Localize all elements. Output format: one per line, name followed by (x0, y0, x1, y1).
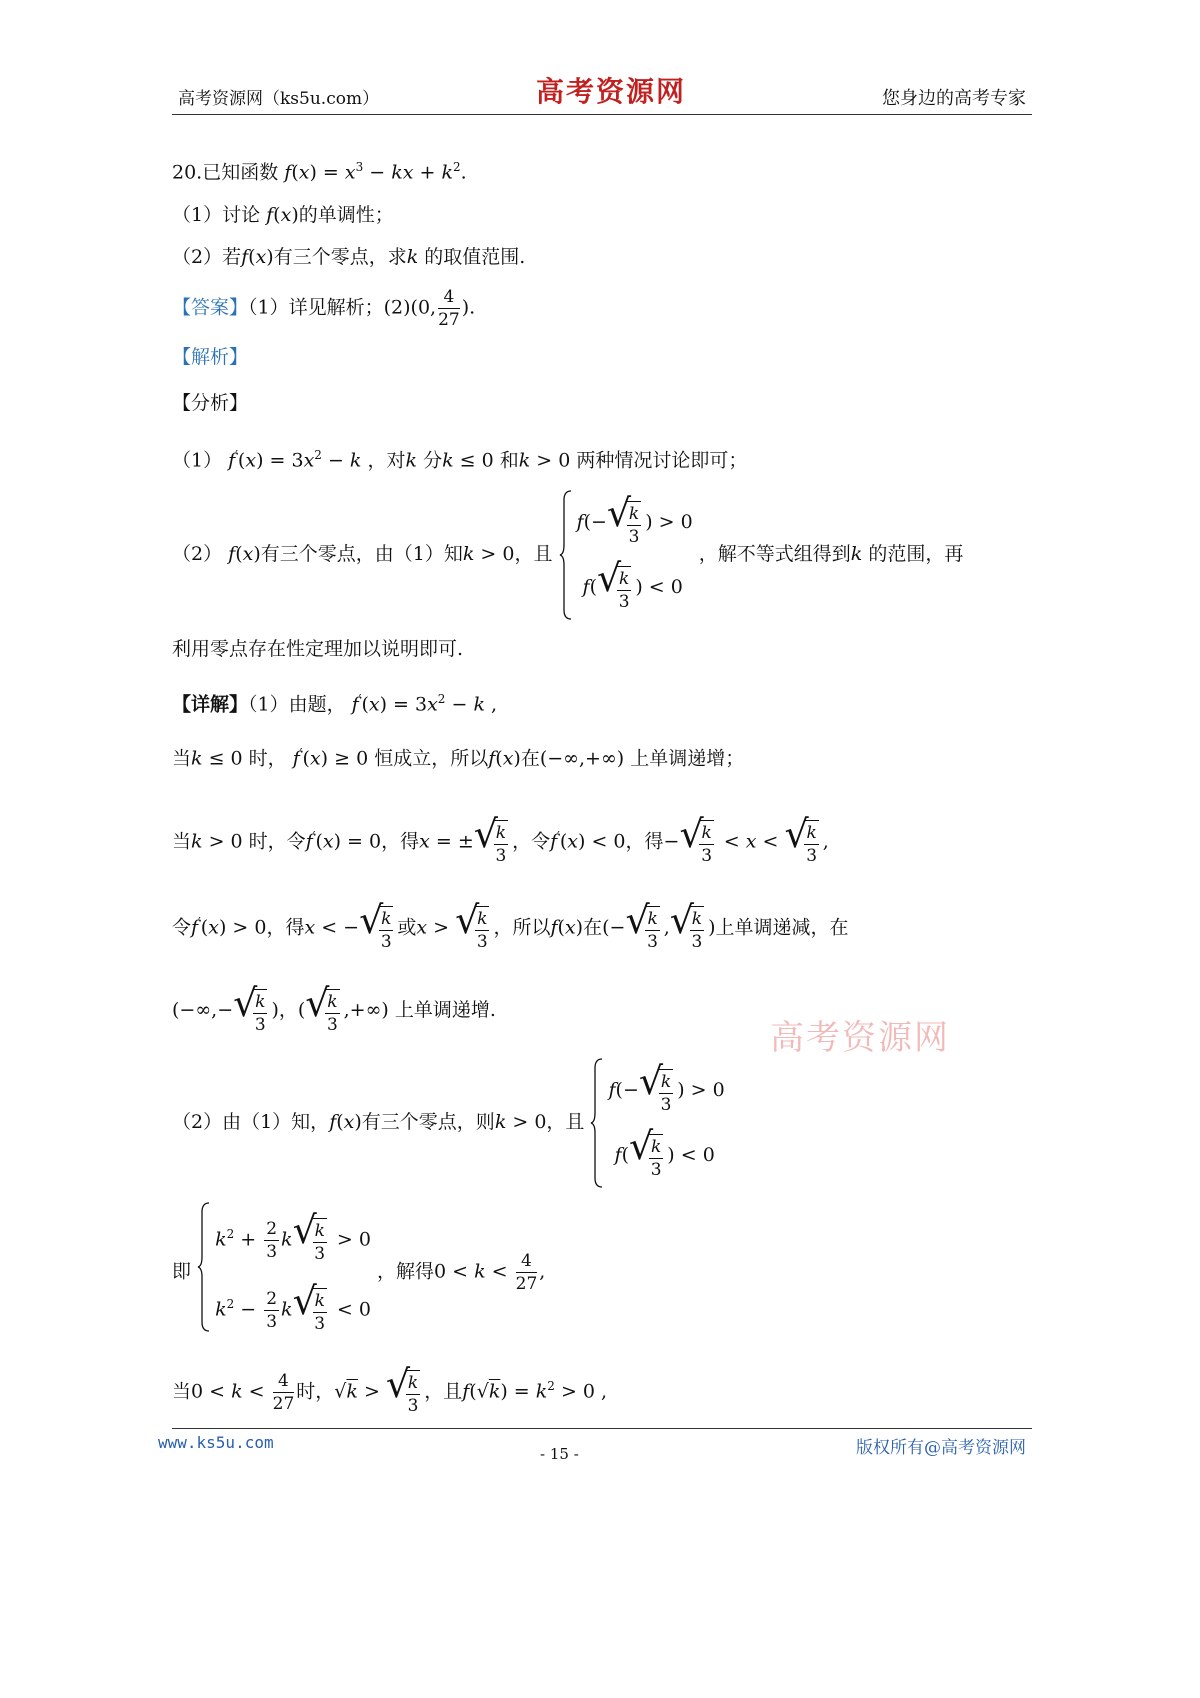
page-footer (158, 1428, 1032, 1475)
inequality-system-2: f(− √ $\frac{k}{3}$ ) > 0 f( √ $\frac{k}{3}$ ) < 0 (590, 1058, 724, 1188)
answer-line: 【答案】（1）详见解析；(2)(0, $\frac{4}{27}$ ). (172, 287, 476, 330)
watermark: 高考资源网 (770, 1018, 950, 1058)
page-number: - 15 - (540, 1445, 579, 1463)
fenxi-line-3: 利用零点存在性定理加以说明即可. (172, 638, 464, 660)
footer-url-link[interactable]: www.ks5u.com (158, 1433, 274, 1452)
detail-line-2: 当k ≤ 0 时， f′(x) ≥ 0 恒成立，所以f(x)在(−∞,+∞) 上单调递增； (172, 746, 745, 770)
problem-intro: 已知函数 (202, 161, 279, 184)
analysis-tag: 【解析】 (172, 346, 249, 368)
header-site-name: 高考资源网（ks5u.com） (178, 89, 380, 109)
page-header (172, 75, 1032, 115)
header-slogan: 您身边的高考专家 (882, 88, 1026, 109)
detail-line-6: （2）由（1）知，f(x)有三个零点，则k > 0，且 f(− √ $\frac{k}{3}$ ) > 0 f( √ $\frac{k}{3}$ ) < 0 (172, 1056, 725, 1188)
answer-tag: 【答案】 (172, 296, 249, 319)
inequality-system-3: $k^2$ + $\frac{2}{3}$ k √ $\frac{k}{3}$ > 0 $k^2$ − $\frac{2}{3}$ k √ $\frac{k}{3}$ < 0 (197, 1202, 371, 1343)
header-logo: 高考资源网 (536, 75, 687, 108)
function-definition: f (284, 161, 292, 184)
fenxi-tag: 【分析】 (172, 392, 249, 414)
fenxi-line-1: （1） $f'(x) = 3x^2 - k$ ，对k 分k ≤ 0 和k > 0 两种情况讨论即可； (172, 448, 748, 472)
question-1: （1）讨论 f(x)的单调性； (172, 204, 394, 226)
detail-line-3: 当k > 0 时，令f′(x) = 0，得x = ± √ $\frac{k}{3}$ ，令f′(x) < 0，得− √ $\frac{k}{3}$ < x < √ $\frac{k}{3}$ , (172, 806, 829, 866)
detail-line-8: 当0 < k < $\frac{4}{27}$ 时，√k > √ $\frac{k}{3}$ ，且$f(√k) = k^2 > 0$ , (172, 1356, 607, 1416)
fenxi-line-2: （2） f(x)有三个零点，由（1）知k > 0，且 f(− √ $\frac{k}{3}$ ) > 0 f( √ $\frac{k}{3}$ ) < 0 ，解不等式组得到k 的范围，再 (172, 488, 963, 620)
detail-tag: 【详解】 (172, 693, 249, 716)
inequality-system-1: f(− √ $\frac{k}{3}$ ) > 0 f( √ $\frac{k}{3}$ ) < 0 (559, 490, 693, 620)
question-2: （2）若f(x)有三个零点，求k 的取值范围. (172, 246, 526, 268)
detail-line-5: (−∞,− √ $\frac{k}{3}$ )，( √ $\frac{k}{3}$ ,+∞) 上单调递增. (172, 980, 496, 1040)
problem-statement: 20.已知函数 $f(x) = x^3$ − kx + $k^2$. (172, 160, 467, 184)
detail-line-1: 【详解】（1）由题， $f'(x) = 3x^2 - k$ , (172, 692, 498, 716)
problem-number: 20. (172, 161, 203, 184)
detail-line-4: 令f′(x) > 0，得x < − √ $\frac{k}{3}$ 或x > √ $\frac{k}{3}$ ，所以f(x)在(− √ $\frac{k}{3}$ , √ $\frac{k}{3}$ )上单调递减，在 (172, 892, 849, 952)
detail-line-7: 即 $k^2$ + $\frac{2}{3}$ k √ $\frac{k}{3}$ > 0 $k^2$ − $\frac{2}{3}$ k √ $\frac{k}{3}$ < 0 ，解得0 < k < $\frac{4}{27}$ , (172, 1202, 545, 1334)
footer-copyright: 版权所有@高考资源网 (856, 1438, 1026, 1458)
